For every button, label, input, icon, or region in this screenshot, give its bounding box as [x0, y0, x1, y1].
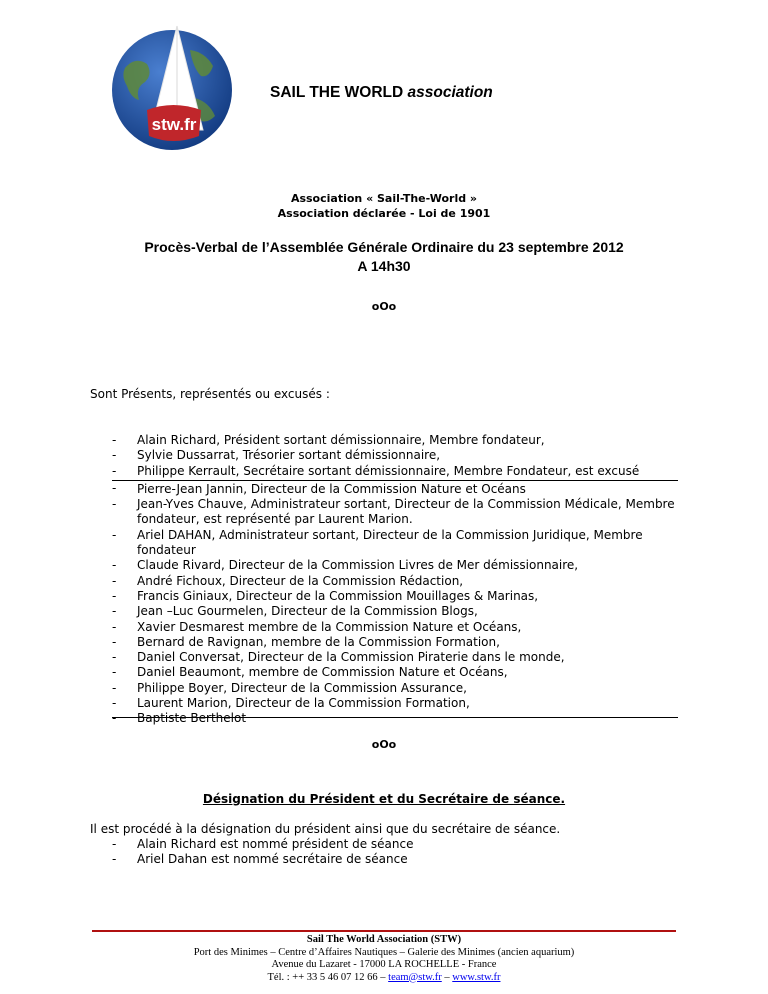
attendee-item: - Jean –Luc Gourmelen, Directeur de la Commission Blogs, — [112, 604, 478, 619]
pv-title: Procès-Verbal de l’Assemblée Générale Ordinaire du 23 septembre 2012 — [144, 239, 624, 255]
logo-text: stw.fr — [151, 115, 197, 134]
footer-org-name: Sail The World Association (STW) — [306, 934, 462, 945]
attendee-item: - André Fichoux, Directeur de la Commission Rédaction, — [112, 573, 464, 588]
designation-item: - Alain Richard est nommé président de séance — [112, 837, 414, 851]
attendee-item: - Sylvie Dussarrat, Trésorier sortant démissionnaire, — [112, 448, 441, 463]
org-name: SAIL THE WORLD — [270, 84, 404, 101]
attendee-item: - Daniel Conversat, Directeur de la Commission Piraterie dans le monde, — [112, 650, 565, 665]
footer-dash: – — [444, 971, 450, 983]
attendee-item: - Baptiste Berthelot — [112, 711, 247, 726]
designation-title: Désignation du Président et du Secrétaire de séance. — [202, 792, 566, 806]
separator-middle: oOo — [371, 738, 397, 751]
footer-contact — [0, 972, 768, 985]
presence-intro: Sont Présents, représentés ou excusés : — [90, 387, 330, 401]
pv-time: A 14h30 — [357, 258, 411, 274]
footer-address-1: Port des Minimes – Centre d’Affaires Nautiques – Galerie des Minimes (ancien aquarium) — [193, 946, 575, 958]
attendee-list — [112, 433, 678, 727]
org-suffix: association — [407, 84, 493, 101]
footer-phone: Tél. : ++ 33 5 46 07 12 66 – — [267, 971, 386, 983]
footer-website-link[interactable]: www.stw.fr — [452, 971, 501, 983]
footer-email-link[interactable]: team@stw.fr — [388, 971, 442, 983]
org-title — [270, 84, 493, 102]
attendee-item: - Laurent Marion, Directeur de la Commission Formation, — [112, 696, 470, 711]
attendee-item: - Jean-Yves Chauve, Administrateur sortant, Directeur de la Commission Médicale, Membre fondateur, est représenté par Laurent Marion. — [112, 497, 675, 527]
separator-top: oOo — [371, 300, 397, 313]
attendee-item: - Ariel DAHAN, Administrateur sortant, Directeur de la Commission Juridique, Membre fondateur — [112, 527, 643, 558]
footer — [0, 934, 768, 984]
association-line-2: Association déclarée - Loi de 1901 — [277, 207, 491, 220]
association-line-1: Association « Sail-The-World » — [290, 192, 478, 205]
attendee-item: - Alain Richard, Président sortant démissionnaire, Membre fondateur, — [112, 433, 545, 447]
designation-intro: Il est procédé à la désignation du président ainsi que du secrétaire de séance. — [90, 822, 561, 836]
attendee-item: - Francis Giniaux, Directeur de la Commission Mouillages & Marinas, — [112, 588, 539, 603]
attendee-item: - Bernard de Ravignan, membre de la Commission Formation, — [112, 634, 500, 649]
attendee-item: - Xavier Desmarest membre de la Commission Nature et Océans, — [112, 619, 522, 634]
stw-logo-graphic — [105, 18, 240, 158]
stw-logo — [105, 18, 240, 158]
designation-item: - Ariel Dahan est nommé secrétaire de séance — [112, 852, 408, 866]
attendee-item: - Pierre-Jean Jannin, Directeur de la Commission Nature et Océans — [112, 480, 678, 497]
attendee-item: - Daniel Beaumont, membre de Commission Nature et Océans, — [112, 665, 508, 680]
list-bottom-rule — [112, 717, 678, 718]
attendee-item: - Philippe Kerrault, Secrétaire sortant démissionnaire, Membre Fondateur, est excusé — [112, 463, 640, 478]
attendee-item: - Claude Rivard, Directeur de la Commission Livres de Mer démissionnaire, — [112, 558, 579, 573]
footer-address-2: Avenue du Lazaret - 17000 LA ROCHELLE - France — [271, 959, 497, 970]
attendee-item: - Philippe Boyer, Directeur de la Commission Assurance, — [112, 680, 467, 695]
footer-rule — [92, 930, 676, 932]
designation-list — [112, 837, 678, 867]
